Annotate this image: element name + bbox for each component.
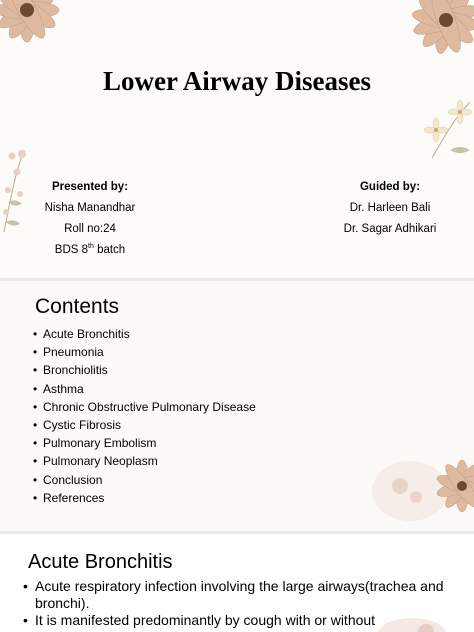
batch-suffix: batch: [93, 244, 126, 256]
list-item: [23, 578, 468, 612]
page-title: Lower Airway Diseases: [103, 66, 371, 96]
bullet-list: [23, 578, 468, 629]
presenter-name: Nisha Manandhar: [44, 202, 136, 214]
flower-sprig-icon: [0, 142, 30, 237]
slide-title: [0, 0, 474, 278]
batch-superscript: th: [88, 243, 94, 251]
presenter-heading: Presented by:: [51, 181, 129, 193]
presenter-roll: Roll no:24: [64, 223, 116, 235]
list-item: • Pulmonary Neoplasm: [33, 452, 256, 470]
list-item: • Conclusion: [33, 471, 256, 489]
batch-prefix: BDS 8: [54, 244, 89, 256]
flower-decoration-icon: [0, 0, 82, 60]
list-item: • Chronic Obstructive Pulmonary Disease: [33, 398, 256, 416]
list-item: • Pulmonary Embolism: [33, 434, 256, 452]
bullet-dot: •: [23, 578, 28, 594]
list-item: • Asthma: [33, 380, 256, 398]
bullet-text: Acute respiratory infection involving the large airways(trachea and bronchi).: [35, 578, 444, 611]
flower-decoration-icon: [396, 0, 474, 73]
list-item: • Bronchiolitis: [33, 361, 256, 379]
guide-block: [330, 177, 450, 240]
list-item: • Pneumonia: [33, 343, 256, 361]
guide-heading: Guided by:: [359, 181, 421, 193]
flower-sprig-icon: [422, 96, 474, 166]
slide-contents: [0, 281, 474, 531]
list-item: [23, 612, 468, 629]
contents-heading: Contents: [35, 295, 120, 318]
presenter-block: [30, 177, 150, 261]
bullet-text: It is manifested predominantly by cough with or without: [35, 612, 376, 628]
guide-name: Dr. Sagar Adhikari: [343, 223, 437, 235]
list-item: • References: [33, 489, 256, 507]
contents-list: [33, 325, 256, 507]
list-item: • Acute Bronchitis: [33, 325, 256, 343]
bullet-dot: •: [23, 612, 28, 628]
guide-name: Dr. Harleen Bali: [349, 202, 431, 214]
slide-acute-bronchitis: [0, 534, 474, 632]
section-title: Acute Bronchitis: [28, 551, 173, 573]
list-item: • Cystic Fibrosis: [33, 416, 256, 434]
presenter-batch: [30, 240, 150, 261]
flower-decoration-icon: [370, 431, 474, 531]
